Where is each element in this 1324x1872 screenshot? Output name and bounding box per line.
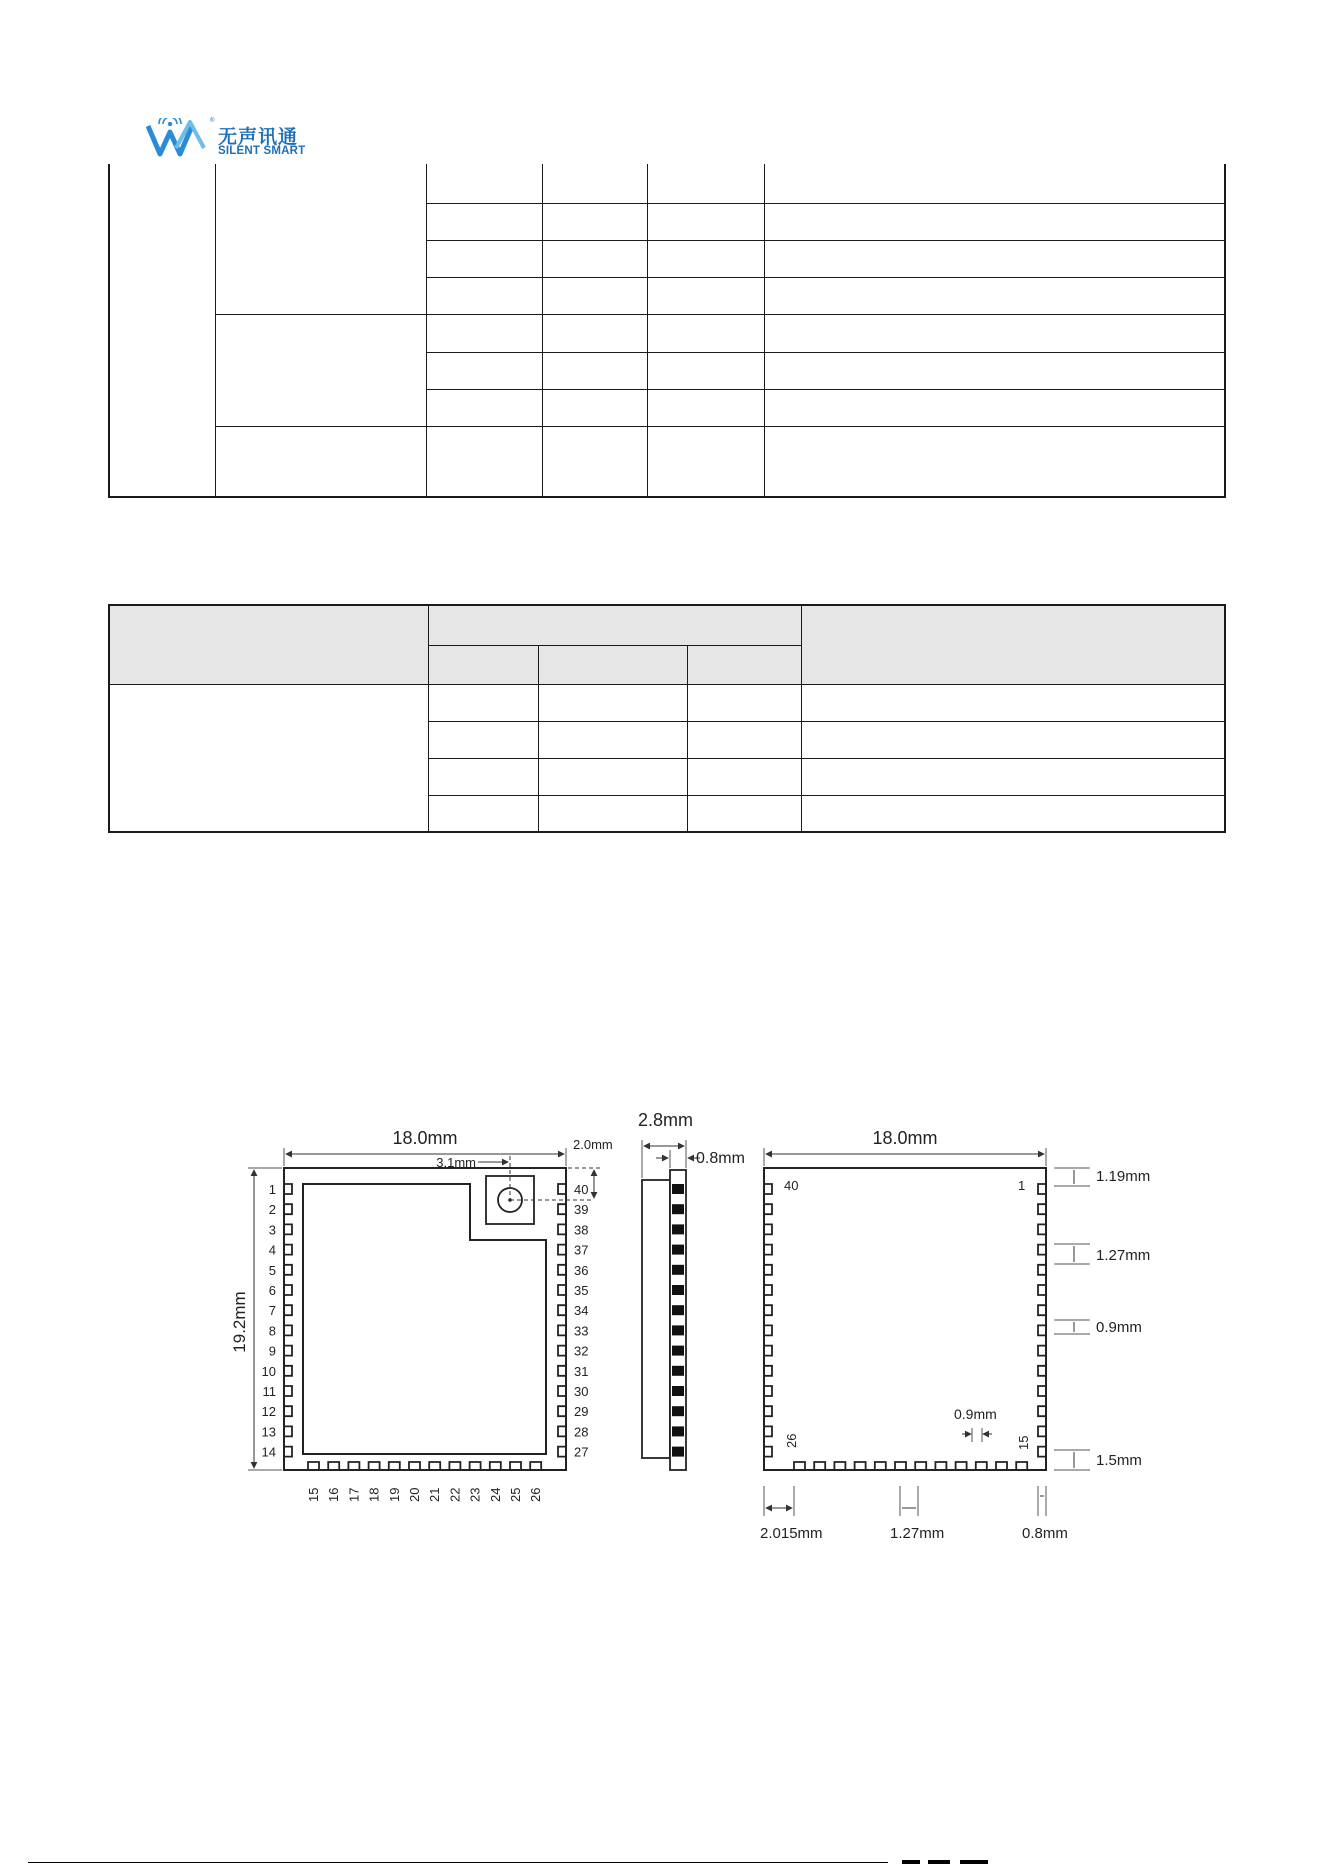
pin-label: 9 [268, 1343, 276, 1359]
pin-label: 8 [268, 1323, 276, 1339]
pin-label: 35 [574, 1283, 589, 1298]
pin-label: 1 [268, 1182, 276, 1197]
pin-label: 21 [427, 1487, 443, 1502]
logo-english-name: SILENT SMART [218, 145, 306, 157]
pin-label: 13 [261, 1424, 276, 1440]
pin-label: 29 [574, 1404, 589, 1420]
pin-label: 37 [574, 1242, 589, 1258]
pin-label: 38 [574, 1222, 589, 1238]
pin-label: 30 [574, 1384, 589, 1399]
logo-chinese-name: 无声讯通 [218, 126, 299, 148]
pin-label: 33 [574, 1323, 589, 1339]
bv-corner-bottom-left: 26 [784, 1433, 799, 1448]
bv-side-pitch-label: 1.27mm [1096, 1247, 1151, 1264]
bv-left-offset-label: 2.015mm [760, 1525, 823, 1542]
pin-label: 3 [268, 1222, 276, 1238]
bottom-view [760, 1128, 1150, 1542]
pin-label: 10 [261, 1363, 276, 1379]
bv-corner-top-right: 1 [1018, 1178, 1026, 1193]
pin-label: 5 [268, 1262, 276, 1278]
bv-first-pin-label: 1.19mm [1096, 1168, 1151, 1185]
side-pad [672, 1426, 684, 1436]
pin-label: 12 [261, 1404, 276, 1420]
pin-label: 2 [268, 1202, 276, 1218]
pin-label: 14 [261, 1444, 276, 1460]
pin-label: 16 [326, 1487, 342, 1502]
logo-mark-icon [146, 118, 216, 158]
pin-label: 6 [268, 1283, 276, 1298]
side-pad [672, 1204, 684, 1214]
pin-label: 23 [467, 1487, 483, 1502]
side-pad [672, 1325, 684, 1335]
pin-label: 24 [487, 1487, 503, 1502]
pad-depth-label: 0.8mm [696, 1150, 745, 1167]
thickness-label: 2.8mm [638, 1110, 694, 1130]
side-pad [672, 1285, 684, 1295]
side-pad [672, 1447, 684, 1457]
side-pad [672, 1386, 684, 1396]
bv-corner-bottom-right: 15 [1016, 1435, 1031, 1450]
footer-rule [28, 1862, 888, 1863]
pin-label: 39 [574, 1202, 589, 1218]
bv-bottom-pad-label: 0.9mm [954, 1406, 997, 1422]
pin-label: 31 [574, 1363, 589, 1379]
bv-pad-depth-label: 0.8mm [1022, 1525, 1068, 1542]
pin-label: 7 [268, 1303, 276, 1319]
company-logo [146, 118, 316, 166]
pin-label: 19 [386, 1487, 402, 1502]
side-pad [672, 1366, 684, 1376]
bv-bottom-pitch-label: 1.27mm [890, 1525, 945, 1542]
top-height-label: 19.2mm [230, 1291, 249, 1353]
bv-bottom-edge-label: 1.5mm [1096, 1452, 1142, 1469]
logo-registered: ® [210, 118, 215, 124]
module-dimension-diagram [228, 1088, 1188, 1568]
pin-label: 26 [528, 1487, 544, 1502]
antenna-offset-label: 3.1mm [436, 1155, 476, 1170]
side-pad [672, 1245, 684, 1255]
side-pad [672, 1224, 684, 1234]
pin-label: 36 [574, 1262, 589, 1278]
pin-label: 34 [574, 1303, 589, 1319]
bv-width-label: 18.0mm [872, 1128, 938, 1148]
pin-label: 28 [574, 1424, 589, 1440]
side-pad [672, 1184, 684, 1194]
pin-label: 22 [447, 1487, 463, 1502]
bv-side-pad-label: 0.9mm [1096, 1319, 1142, 1336]
pin-label: 27 [574, 1444, 589, 1460]
pin-label: 40 [574, 1182, 589, 1197]
antenna-top-label: 2.0mm [573, 1137, 613, 1152]
pin-label: 32 [574, 1343, 589, 1359]
top-width-label: 18.0mm [392, 1128, 458, 1148]
side-view [638, 1110, 745, 1470]
bv-corner-top-left: 40 [784, 1178, 799, 1193]
pin-label: 11 [262, 1384, 276, 1399]
side-pad [672, 1346, 684, 1356]
pin-label: 17 [346, 1487, 362, 1502]
side-pad [672, 1305, 684, 1315]
side-pad [672, 1406, 684, 1416]
pin-label: 20 [407, 1487, 422, 1502]
pin-label: 25 [508, 1487, 523, 1502]
pin-label: 4 [268, 1242, 276, 1258]
pin-label: 18 [366, 1487, 382, 1502]
side-pad [672, 1265, 684, 1275]
footer-marks [888, 1858, 1008, 1866]
top-view [230, 1128, 613, 1502]
pin-label: 15 [306, 1487, 321, 1502]
